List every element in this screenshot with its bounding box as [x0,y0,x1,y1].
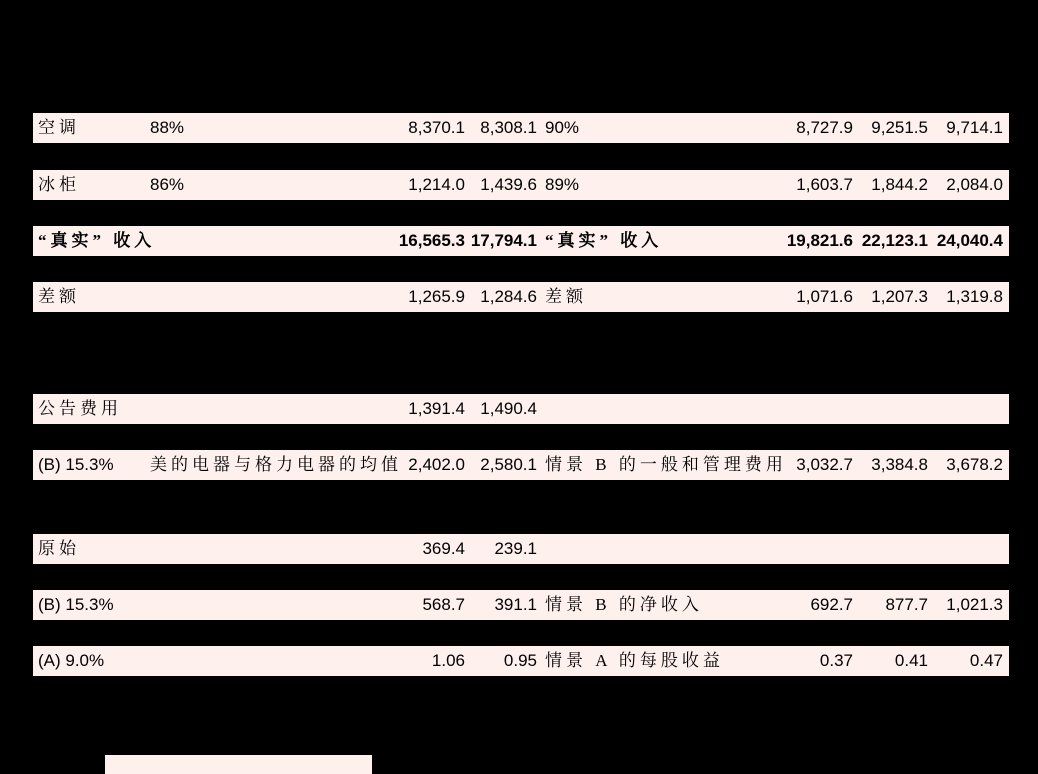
row-label: 公告费用 [38,399,122,418]
table-row [33,450,1009,480]
row-value-4: 22,123.1 [861,231,928,250]
row-value-5 [930,534,1003,564]
table-row [33,394,1009,424]
clipped-row-fragment [105,755,372,774]
row-value-5: 1,021.3 [946,595,1003,614]
row-value-4: 1,844.2 [871,175,928,194]
row-value-3 [721,394,853,424]
table-row [33,170,1009,200]
row-label: 差额 [38,287,80,306]
row-label-2: 90% [545,118,580,137]
row-value-5: 9,714.1 [946,118,1003,137]
row-value-3 [721,534,853,564]
row-percent: 86% [150,175,185,194]
table-row [33,113,1009,143]
row-value-5: 3,678.2 [946,455,1003,474]
row-label-2: 情景 B 的一般和管理费用 [545,455,787,474]
row-value-1: 8,370.1 [408,118,465,137]
row-value-2: 1,284.6 [480,287,537,306]
row-value-5: 24,040.4 [936,231,1003,250]
row-label-2: “真实” 收入 [545,231,663,250]
row-value-2: 0.95 [503,651,537,670]
row-value-5 [930,394,1003,424]
row-value-1: 568.7 [422,595,465,614]
row-value-4: 0.41 [894,651,928,670]
row-value-2: 239.1 [494,539,537,558]
row-label: (B) 15.3% [38,455,114,474]
row-value-2: 2,580.1 [480,455,537,474]
row-percent: 88% [150,118,185,137]
row-value-4: 3,384.8 [871,455,928,474]
row-label: 空调 [38,118,80,137]
table-row [33,534,1009,564]
row-value-2: 1,490.4 [480,399,537,418]
row-value-2: 17,794.1 [470,231,537,250]
row-label-2: 差额 [545,287,587,306]
row-value-4: 9,251.5 [871,118,928,137]
row-value-3: 692.7 [810,595,853,614]
row-label: 冰柜 [38,175,80,194]
row-label: “真实” 收入 [38,231,156,250]
table-row [33,646,1009,676]
row-value-1: 1,265.9 [408,287,465,306]
table-row [33,282,1009,312]
row-label-2: 情景 B 的净收入 [545,595,703,614]
row-label-2: 89% [545,175,580,194]
row-value-2: 8,308.1 [480,118,537,137]
row-sublabel: 美的电器与格力电器的均值 [150,455,402,474]
row-value-4 [855,534,928,564]
table-row [33,226,1009,256]
row-value-1: 1,391.4 [408,399,465,418]
row-value-3: 1,603.7 [796,175,853,194]
row-value-3: 19,821.6 [786,231,853,250]
row-label-2: 情景 A 的每股收益 [545,651,724,670]
row-value-1: 1.06 [431,651,465,670]
row-label: (B) 15.3% [38,595,114,614]
row-value-1: 16,565.3 [398,231,465,250]
row-value-1: 1,214.0 [408,175,465,194]
row-value-3: 0.37 [819,651,853,670]
row-label: 原始 [38,539,80,558]
row-value-4: 877.7 [885,595,928,614]
row-value-5: 1,319.8 [946,287,1003,306]
row-value-1: 369.4 [422,539,465,558]
row-value-4: 1,207.3 [871,287,928,306]
row-value-3: 1,071.6 [796,287,853,306]
row-value-3: 8,727.9 [796,118,853,137]
row-value-3: 3,032.7 [796,455,853,474]
row-label: (A) 9.0% [38,651,105,670]
row-value-2: 391.1 [494,595,537,614]
row-value-5: 0.47 [969,651,1003,670]
row-value-4 [855,394,928,424]
row-value-2: 1,439.6 [480,175,537,194]
row-value-1: 2,402.0 [408,455,465,474]
row-value-5: 2,084.0 [946,175,1003,194]
table-row [33,590,1009,620]
